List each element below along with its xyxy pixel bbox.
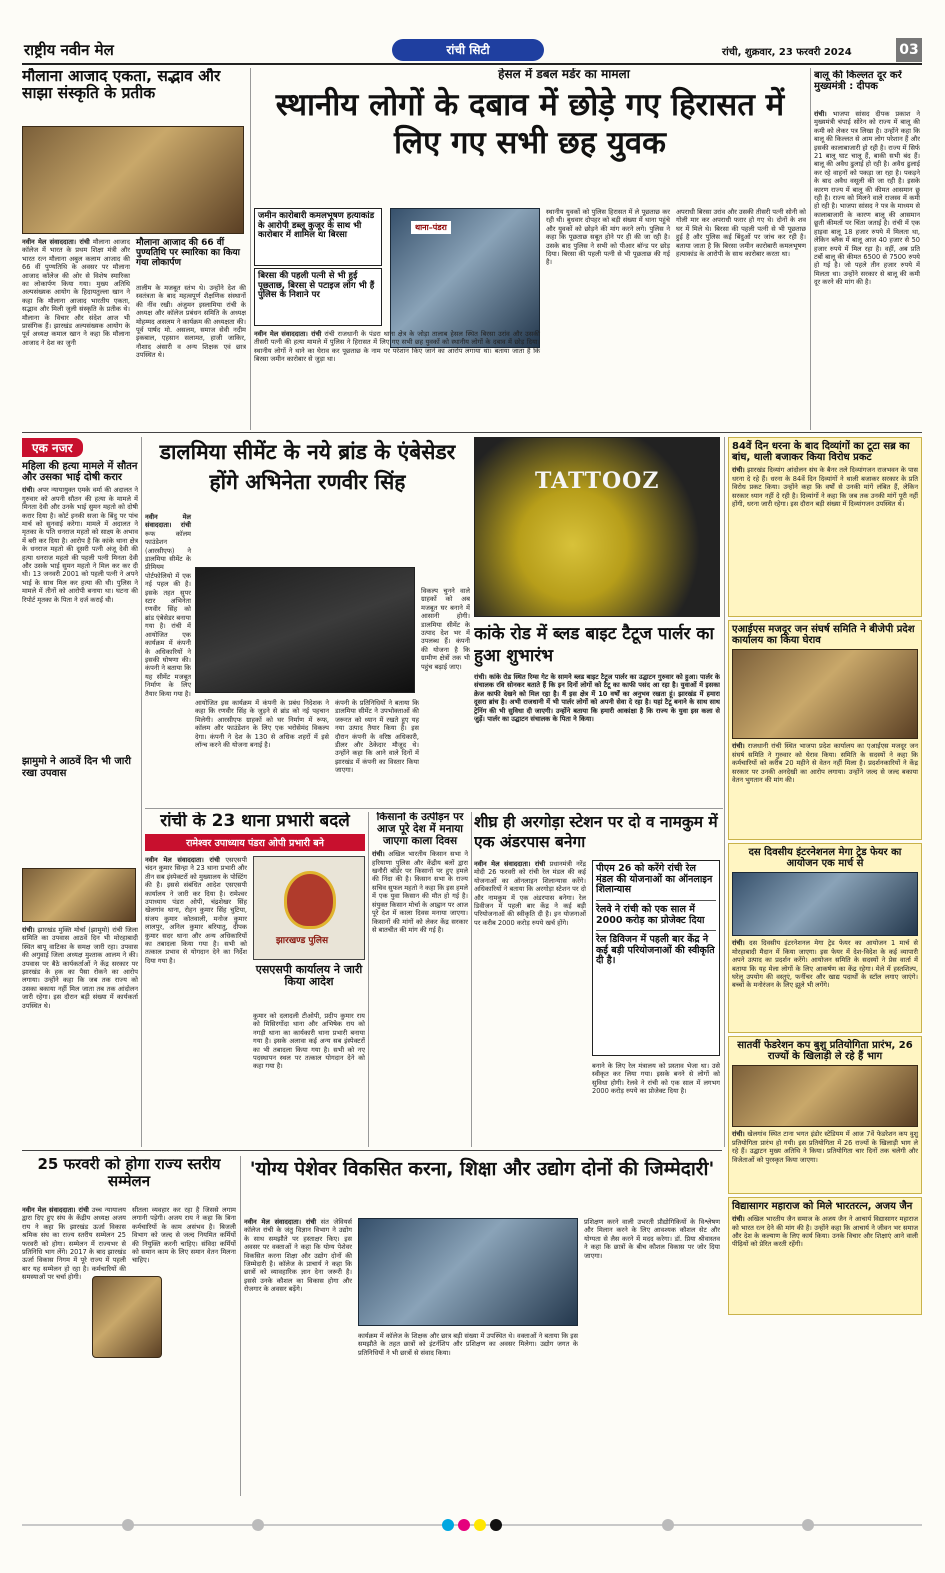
federation-headline: सातवीं फेडरेशन कप बुशु प्रतियोगिता प्रारंभ, 26 राज्यों के खिलाड़ी ले रहे हैं भाग (737, 1040, 913, 1063)
tattoo-photo (474, 437, 720, 617)
sammelan-body-2: सीतला व्यवहार कर रहा है जिससे लगाम लगानी पड़ेगी। अजय राय ने कहा कि बिना कर्मचारियों के काम असंभव है। बिजली विभाग को जल्द से जल्द नियमित कर्मियों की नियुक्ति करनी चाहिए। संविदा कर्मियों को समान काम के लिए समान वेतन मिलना चाहिए। (132, 1206, 236, 1265)
ek-najar-label: एक नजर (22, 438, 83, 457)
aidswa-photo (732, 649, 918, 739)
police-logo-text: झारखण्ड पुलिस (276, 936, 329, 946)
sammelan-article: 25 फरवरी को होगा राज्य स्तरीय सम्मेलन नवीन मेल संवाददाता। रांची उच्च न्यायालय द्वारा दिए हुए संघ के केंद्रीय अध्यक्ष अजय राय ने कहा कि झारखंड ऊर्जा विकास श्रमिक संघ का राज्य स्तरीय सम्मेलन 25 फरवरी को होगा। सम्मेलन में राज्यभर से प्रतिनिधि भाग लेंगे। 2017 के बाद झारखंड ऊर्जा विकास निगम में पूरे राज्य में पहली बार यह सम्मेलन हो रहा है। कर्मचारियों की समस्याओं पर चर्चा होगी। सीतला व्यवहार कर रहा है जिससे लगाम लगानी पड़ेगी। अजय राय ने कहा कि बिना कर्मचारियों के काम असंभव है। बिजली विभाग को जल्द से जल्द नियमित कर्मियों की नियुक्ति करनी चाहिए। संविदा कर्मियों को समान काम के लिए समान वेतन मिलना चाहिए। (22, 1156, 236, 1496)
azad-dateline: नवीन मेल संवाददाता। रांची (22, 238, 90, 246)
jmm-headline: झामुमो ने आठवें दिन भी जारी रखा उपवास (22, 756, 132, 779)
dalmia-article: डालमिया सीमेंट के नये ब्रांड के एंबेसेडर होंगे अभिनेता रणवीर सिंह नवीन मेल संवाददाता। रांची रूफ कॉलम फाउंडेशन (आरसीएफ) ने डालमिया सीमेंट के प्रीमियम पोर्टफोलियो में एक नई पहल की है। इसके तहत सुपर स्टार अभिनेता रणवीर सिंह को ब्रांड एंबेसेडर बनाया गया है। रांची में आयोजित एक कार्यक्रम में कंपनी के अधिकारियों ने इसकी घोषणा की। कंपनी ने बताया कि यह सीमेंट मजबूत निर्माण के लिए तैयार किया गया है। विकल्प चुनने वाले ग्राहकों को अब मजबूत घर बनाने में आसानी होगी। डालमिया सीमेंट के उत्पाद देश भर में उपलब्ध हैं। कंपनी की योजना है कि ग्रामीण क्षेत्रों तक भी पहुंच बढ़ाई जाए। आयोजित इस कार्यक्रम में कंपनी के प्रबंध निदेशक ने कहा कि रणवीर सिंह के जुड़ने से ब्रांड को नई पहचान मिलेगी। आरसीएफ ग्राहकों को घर निर्माण में रूफ, कॉलम और फाउंडेशन के लिए एक भरोसेमंद विकल्प देगा। कंपनी ने देश के 130 से अधिक शहरों में इसे लॉन्च करने की योजना बनाई है। कंपनी के प्रतिनिधियों ने बताया कि डालमिया सीमेंट ने उपभोक्ताओं की जरूरत को ध्यान में रखते हुए यह नया उत्पाद तैयार किया है। इस दौरान कंपनी के वरिष्ठ अधिकारी, डीलर और ठेकेदार मौजूद थे। उन्होंने कहा कि आने वाले दिनों में झारखंड में कंपनी का विस्तार किया जाएगा। (145, 437, 470, 807)
release-body-3: अपराधी बिरसा उरांव और उसकी तीसरी पत्नी सोनी को गोली मार कर अपराधी फरार हो गए थे। दोनों के शव घर में मिले थे। बिरसा की पहली पत्नी से भी पूछताछ हुई है और पुलिस कई बिंदुओं पर जांच कर रही है। बताया जाता है कि बिरसा जमीन कारोबारी कमलभूषण हत्याकांड के आरोपी के साथ कारोबार करता था। (676, 208, 806, 259)
release-article: हेसल में डबल मर्डर का मामला स्थानीय लोगों के दबाव में छोड़े गए हिरासत में लिए गए सभी छह युवक जमीन कारोबारी कमलभूषण हत्याकांड के आरोपी डब्लू कुजूर के साथ भी कारोबार में शामिल था बिरसा बिरसा की पहली पत्नी से भी हुई पूछताछ, बिरसा से पटाइज लोग भी हैं पुलिस के निशाने पर थाना–पंडरा नवीन मेल संवाददाता। रांची रांची राजधानी के पंडरा थाना क्षेत्र के जोड़ा तालाब हेसल स्थित बिरसा उरांव और उसकी तीसरी पत्नी की हत्या मामले में पुलिस ने हिरासत में लिए गए सभी छह युवकों को स्थानीय लोगों के दबाव में छोड़ दिया। स्थानीय लोगों ने थाने का घेराव कर पूछताछ के नाम पर परेशान किए जाने का आरोप लगाया था। बताया जाता है कि बिरसा जमीन कारोबार से जुड़ा था। स्थानीय युवकों को पुलिस हिरासत में ले पूछताछ कर रही थी। बुधवार दोपहर को बड़ी संख्या में थाना पहुंचे और युवकों को छोड़ने की मांग करने लगे। पुलिस ने कहा कि पूछताछ सबूत होने पर ही की जा रही है। उसके बाद पुलिस ने सभी को पीआर बॉन्ड पर छोड़ दिया। बिरसा की पहली पत्नी से भी पूछताछ की गई है। अपराधी बिरसा उरांव और उसकी तीसरी पत्नी सोनी को गोली मार कर अपराधी फरार हो गए थे। दोनों के शव घर में मिले थे। बिरसा की पहली पत्नी से भी पूछताछ हुई है और पुलिस कई बिंदुओं पर जांच कर रही है। बताया जाता है कि बिरसा जमीन कारोबारी कमलभूषण हत्याकांड के आरोपी के साथ कारोबार करता था। (254, 68, 806, 430)
thana-photo-caption: एसएसपी कार्यालय ने जारी किया आदेश (255, 963, 363, 989)
divyang-article: 84वें दिन धरना के बाद दिव्यांगों का टूटा सब्र का बांध, थाली बजाकर किया विरोध प्रकट रांची। झारखंड दिव्यांग आंदोलन संघ के बैनर तले दिव्यांगजन राजभवन के पास धरना दे रहे हैं। धरना के 84वें दिन दिव्यांगों ने थाली बजाकर सरकार के प्रति विरोध प्रकट किया। उन्होंने कहा कि वर्षों से उनकी मांगें लंबित हैं, लेकिन सरकार ध्यान नहीं दे रही है। दिव्यांगों ने कहा कि जब तक उनकी मांगें पूरी नहीं होंगी, धरना जारी रहेगा। इस दौरान बड़ी संख्या में दिव्यांगजन उपस्थित थे। (728, 437, 922, 617)
azad-article (22, 68, 246, 428)
vidyasagar-headline: विद्यासागर महाराज को मिले भारतरत्न, अजय जैन (732, 1201, 913, 1212)
sand-headline: बालू की किल्लत दूर करें मुख्यमंत्री : दीपक (814, 70, 902, 93)
release-body-2: स्थानीय युवकों को पुलिस हिरासत में ले पूछताछ कर रही थी। बुधवार दोपहर को बड़ी संख्या में थाना पहुंचे और युवकों को छोड़ने की मांग करने लगे। पुलिस ने कहा कि पूछताछ सबूत होने पर ही की जा रही है। उसके बाद पुलिस ने सभी को पीआर बॉन्ड पर छोड़ दिया। बिरसा की पहली पत्नी से भी पूछताछ की गई है। (546, 208, 670, 267)
tattoo-article (474, 437, 720, 805)
dalmia-body-4: विकल्प चुनने वाले ग्राहकों को अब मजबूत घर बनाने में आसानी होगी। डालमिया सीमेंट के उत्पाद देश भर में उपलब्ध हैं। कंपनी की योजना है कि ग्रामीण क्षेत्रों तक भी पहुंच बढ़ाई जाए। (421, 587, 470, 671)
vidyasagar-article: विद्यासागर महाराज को मिले भारतरत्न, अजय जैन रांची। अखिल भारतीय जैन समाज के अजय जैन ने आचार्य विद्यासागर महाराज को भारत रत्न देने की मांग की है। उन्होंने कहा कि आचार्य ने जीवन भर समाज और देश के कल्याण के लिए कार्य किया। उनके विचार और शिक्षाएं आने वाली पीढ़ियों को प्रेरित करती रहेंगी। (728, 1197, 922, 1315)
jmm-article: रांची। झारखंड मुक्ति मोर्चा (झामुमो) रांची जिला समिति का उपवास आठवें दिन भी मोरहाबादी स्थित बापू वाटिका के समक्ष जारी रहा। उपवास की अगुवाई जिला अध्यक्ष मुश्ताक आलम ने की। उपवास पर बैठे कार्यकर्ताओं ने केंद्र सरकार पर झारखंड के हक का पैसा रोकने का आरोप लगाया। उन्होंने कहा कि जब तक राज्य को उसका बकाया नहीं मिल जाता तब तक आंदोलन जारी रहेगा। इस दौरान बड़ी संख्या में कार्यकर्ता उपस्थित थे। (22, 926, 138, 1010)
divyang-headline: 84वें दिन धरना के बाद दिव्यांगों का टूटा सब्र का बांध, थाली बजाकर किया विरोध प्रकट (732, 441, 910, 464)
yogya-body: संत जेवियर्स कॉलेज रांची के जंतु विज्ञान विभाग ने उद्योग के साथ समझौते पर हस्ताक्षर किए। इस अवसर पर वक्ताओं ने कहा कि योग्य पेशेवर विकसित करना शिक्षा और उद्योग दोनों की जिम्मेदारी है। कॉलेज के प्राचार्य ने कहा कि छात्रों को व्यावहारिक ज्ञान देना जरूरी है। इससे उनके कौशल का विकास होगा और रोजगार के अवसर बढ़ेंगे। (244, 1218, 352, 1294)
footer-strip (22, 1518, 922, 1532)
thana-subbar: रामेश्वर उपाध्याय पंडरा ओपी प्रभारी बने (145, 834, 365, 851)
federation-body: खेलगांव स्थित टाना भगत इंडोर स्टेडियम में आज 7वें फेडरेशन कप वुशु प्रतियोगिता प्रारंभ हो गयी। इस प्रतियोगिता में 26 राज्यों के खिलाड़ी भाग ले रहे हैं। उद्घाटन मुख्य अतिथि ने किया। प्रतियोगिता चार दिनों तक चलेगी और विजेताओं को पुरस्कृत किया जाएगा। (732, 1130, 918, 1164)
jmm-body: झारखंड मुक्ति मोर्चा (झामुमो) रांची जिला समिति का उपवास आठवें दिन भी मोरहाबादी स्थित बापू वाटिका के समक्ष जारी रहा। उपवास की अगुवाई जिला अध्यक्ष मुश्ताक आलम ने की। उपवास पर बैठे कार्यकर्ताओं ने केंद्र सरकार पर झारखंड के हक का पैसा रोकने का आरोप लगाया। उन्होंने कहा कि जब तक राज्य को उसका बकाया नहीं मिल जाता तब तक आंदोलन जारी रहेगा। इस दौरान बड़ी संख्या में कार्यकर्ता उपस्थित थे। (22, 926, 138, 1010)
thana-sign: थाना–पंडरा (411, 221, 451, 234)
argora-headline: शीघ्र ही अरगोड़ा स्टेशन पर दो व नामकुम में एक अंडरपास बनेगा (474, 813, 718, 851)
vidyasagar-body: अखिल भारतीय जैन समाज के अजय जैन ने आचार्य विद्यासागर महाराज को भारत रत्न देने की मांग की है। उन्होंने कहा कि आचार्य ने जीवन भर समाज और देश के कल्याण के लिए कार्य किया। उनके विचार और शिक्षाएं आने वाली पीढ़ियों को प्रेरित करती रहेंगी। (732, 1215, 918, 1249)
dalmia-body-2: आयोजित इस कार्यक्रम में कंपनी के प्रबंध निदेशक ने कहा कि रणवीर सिंह के जुड़ने से ब्रांड को नई पहचान मिलेगी। आरसीएफ ग्राहकों को घर निर्माण में रूफ, कॉलम और फाउंडेशन के लिए एक भरोसेमंद विकल्प देगा। कंपनी ने देश के 130 से अधिक शहरों में इसे लॉन्च करने की योजना बनाई है। (195, 699, 329, 750)
sammelan-headline: 25 फरवरी को होगा राज्य स्तरीय सम्मेलन (37, 1156, 221, 1190)
release-box-2: बिरसा की पहली पत्नी से भी हुई पूछताछ, बिरसा से पटाइज लोग भी हैं पुलिस के निशाने पर (254, 268, 382, 326)
thana-headline: रांची के 23 थाना प्रभारी बदले (160, 812, 350, 831)
release-box-1: जमीन कारोबारी कमलभूषण हत्याकांड के आरोपी डब्लू कुजूर के साथ भी कारोबार में शामिल था बिरसा (254, 208, 382, 266)
trade-headline: दस दिवसीय इंटरनेशनल मेगा ट्रेड फेयर का आयोजन एक मार्च से (748, 847, 902, 870)
azad-body-1: मौलाना आजाद कॉलेज में भारत के प्रथम शिक्षा मंत्री और भारत रत्न मौलाना अबुल कलाम आजाद की 66 वीं पुण्यतिथि के अवसर पर मौलाना आजाद कॉलेज की ओर से विशेष स्मारिका का लोकार्पण किया गया। मुख्य अतिथि अल्पसंख्यक आयोग के हिदायतुल्ला खान ने कहा कि मौलाना आजाद भारतीय एकता, सद्भाव और मिली जुली संस्कृति के प्रतीक थे। मौलाना के विचार और संदेश आज भी प्रासंगिक हैं। झारखंड अल्पसंख्यक आयोग के पूर्व अध्यक्ष कमाल खान ने कहा कि मौलाना आजाद ने देश का जुनी (22, 238, 130, 347)
page-number: 03 (896, 38, 922, 62)
kisan-article: किसानों के उत्पीड़न पर आज पूरे देश में मनाया जाएगा काला दिवस रांची। अखिल भारतीय किसान सभा ने हरियाणा पुलिस और केंद्रीय बलों द्वारा खनौरी बॉर्डर पर किसानों पर हुए हमले की निंदा की है। किसान सभा के राज्य सचिव सुफल महतो ने कहा कि इस हमले में एक युवा किसान की मौत हो गई है। संयुक्त किसान मोर्चा के आह्वान पर आज पूरे देश में काला दिवस मनाया जाएगा। किसानों की मांगों को लेकर केंद्र सरकार से बातचीत की मांग की गई है। (372, 812, 468, 934)
argora-body-2: बनाने के लिए रेल मंत्रालय को प्रस्ताव भेजा था। उसे स्वीकृत कर लिया गया। इसके बनने से लोगों को सुविधा होगी। रेलवे ने रांची को एक साल में लगभग 2000 करोड़ रुपये का प्रोजेक्ट दिया है। (592, 1062, 720, 1096)
sammelan-body: उच्च न्यायालय द्वारा दिए हुए संघ के केंद्रीय अध्यक्ष अजय राय ने कहा कि झारखंड ऊर्जा विकास श्रमिक संघ का राज्य स्तरीय सम्मेलन 25 फरवरी को होगा। सम्मेलन में राज्यभर से प्रतिनिधि भाग लेंगे। 2017 के बाद झारखंड ऊर्जा विकास निगम में पूरे राज्य में पहली बार यह सम्मेलन हो रहा है। कर्मचारियों की समस्याओं पर चर्चा होगी। (22, 1206, 126, 1282)
thana-body-2: कुमार को दलादली टीओपी, प्रदीप कुमार राय को मिसिरगोंदा थाना और अभिषेक राय को नगड़ी थाना का कार्यकारी थाना प्रभारी बनाया गया है। इसके अलावा कई अन्य सब इंस्पेक्टरों का भी तबादला किया गया है। सभी को नए पदस्थापन स्थल पर तत्काल योगदान देने को कहा गया है। (253, 1012, 365, 1071)
azad-subhead: मौलाना आजाद की 66 वीं पुण्यतिथि पर स्मारिका का किया गया लोकार्पण (136, 238, 240, 269)
dalmia-body-3: कंपनी के प्रतिनिधियों ने बताया कि डालमिया सीमेंट ने उपभोक्ताओं की जरूरत को ध्यान में रखते हुए यह नया उत्पाद तैयार किया है। इस दौरान कंपनी के वरिष्ठ अधिकारी, डीलर और ठेकेदार मौजूद थे। उन्होंने कहा कि आने वाले दिनों में झारखंड में कंपनी का विस्तार किया जाएगा। (335, 699, 419, 775)
ek-najar-headline: महिला की हत्या मामले में सौतन और उसका भाई दोषी करार (22, 461, 138, 484)
trade-photo (732, 872, 918, 936)
dalmia-headline: डालमिया सीमेंट के नये ब्रांड के एंबेसेडर होंगे अभिनेता रणवीर सिंह (159, 440, 456, 494)
thana-body: एसएसपी चंदन कुमार सिन्हा ने 23 थाना प्रभारी और तीन सब इंस्पेक्टरों को मुख्यालय के पोस्टिंग की है। इससे संबंधित आदेश एसएसपी कार्यालय ने जारी कर दिया है। रामेश्वर उपाध्याय पंडरा ओपी, चंद्रशेखर सिंह खेलगांव थाना, रोहन कुमार सिंह चुटिया, संजय कुमार कोतवाली, मनोज कुमार लालपुर, अनिल कुमार बरियातु, दीपक कुमार सदर थाना और अन्य अधिकारियों का तबादला किया गया है। सभी को तत्काल प्रभाव से योगदान देने का निर्देश दिया गया है। (145, 856, 247, 965)
aidswa-article: एआईएस मजदूर जन संघर्ष समिति ने बीजेपी प्रदेश कार्यालय का किया घेराव रांची। राजधानी रांची स्थित भाजपा प्रदेश कार्यालय का एआईएस मजदूर जन संघर्ष समिति ने गुरुवार को घेराव किया। समिति के सदस्यों ने कहा कि कर्मचारियों को करीब 20 महीने से वेतन नहीं मिला है। प्रदर्शनकारियों ने केंद्र सरकार पर उनकी अनदेखी का आरोप लगाया। उन्होंने जल्द से जल्द बकाया वेतन भुगतान की मांग की। (728, 620, 922, 840)
kisan-headline: किसानों के उत्पीड़न पर आज पूरे देश में मनाया जाएगा काला दिवस (376, 812, 464, 847)
yogya-body-2: कार्यक्रम में कॉलेज के शिक्षक और छात्र बड़ी संख्या में उपस्थित थे। वक्ताओं ने बताया कि इस समझौते के तहत छात्रों को इंटर्नशिप और प्रशिक्षण का अवसर मिलेगा। उद्योग जगत के प्रतिनिधियों ने भी छात्रों से संवाद किया। (358, 1332, 578, 1357)
tattoo-headline: कांके रोड में ब्लड बाइट टैटूज पार्लर का हुआ शुभारंभ (474, 624, 714, 666)
azad-body-2: तालीम के मजबूत स्तंभ थे। उन्होंने देश की स्वतंत्रता के बाद महत्वपूर्ण शैक्षणिक संस्थानों की नींव रखी। अंजुमन इस्लामिया रांची के अध्यक्ष और कॉलेज प्रबंधन समिति के अध्यक्ष मोहम्मद असलम ने कार्यक्रम की अध्यक्षता की। पूर्व पार्षद मो. असलम, समाज सेवी नदीम इकबाल, एहसान सलामत, हाजी जाकिर, नौशाद अंसारी व अन्य शिक्षक एवं छात्र उपस्थित थे। (136, 284, 246, 360)
yogya-headline: 'योग्य पेशेवर विकसित करना, शिक्षा और उद्योग दोनों की जिम्मेदारी' (249, 1158, 715, 1180)
trade-body: दस दिवसीय इंटरनेशनल मेगा ट्रेड फेयर का आयोजन 1 मार्च से मोरहाबादी मैदान में किया जाएगा। इस फेयर में देश-विदेश के कई व्यापारी अपने उत्पाद का प्रदर्शन करेंगे। आयोजन समिति के सदस्यों ने प्रेस वार्ता में बताया कि यह मेला लोगों के लिए आकर्षण का केंद्र रहेगा। मेले में हस्तशिल्प, घरेलू उपयोग की वस्तुएं, फर्नीचर और खाद्य पदार्थों के स्टॉल लगाए जाएंगे। बच्चों के मनोरंजन के लिए झूले भी लगेंगे। (732, 939, 918, 990)
release-body-1: रांची राजधानी के पंडरा थाना क्षेत्र के जोड़ा तालाब हेसल स्थित बिरसा उरांव और उसकी तीसरी पत्नी की हत्या मामले में पुलिस ने हिरासत में लिए गए सभी छह युवकों को स्थानीय लोगों के दबाव में छोड़ दिया। स्थानीय लोगों ने थाने का घेराव कर पूछताछ के नाम पर परेशान किए जाने का आरोप लगाया था। बताया जाता है कि बिरसा जमीन कारोबार से जुड़ा था। (254, 330, 540, 364)
tattoo-body: रांची। कांके रोड स्थित रिम्स गेट के सामने ब्लड बाइट टैटूज पार्लर का उद्घाटन गुरुवार को हुआ। पार्लर के संचालक रवि सोनकर बताते हैं कि इन दिनों लोगों को टैटू का काफी पसंद आ रहा है। युवाओं में इसका क्रेज काफी देखने को मिल रहा है। मैं इस क्षेत्र में 10 वर्षों का अनुभव रखता हूं। झारखंड में हमारा दूसरा ब्रांच है। अभी राजधानी में भी पार्लर लोगों को अपनी सेवा दे रहा है। यहां टैटू बनाने के साथ साथ ट्रेनिंग की भी सुविधा दी जाएगी। उन्होंने बताया कि हमारी आकांक्षा है कि राज्य के युवा इस कला से जुड़ें। पार्लर का उद्घाटन संचालक के पिता ने किया। (474, 673, 720, 724)
release-photo (390, 208, 540, 348)
azad-photo (22, 126, 244, 234)
federation-article: सातवीं फेडरेशन कप बुशु प्रतियोगिता प्रारंभ, 26 राज्यों के खिलाड़ी ले रहे हैं भाग रांची। खेलगांव स्थित टाना भगत इंडोर स्टेडियम में आज 7वें फेडरेशन कप वुशु प्रतियोगिता प्रारंभ हो गयी। इस प्रतियोगिता में 26 राज्यों के खिलाड़ी भाग ले रहे हैं। उद्घाटन मुख्य अतिथि ने किया। प्रतियोगिता चार दिनों तक चलेगी और विजेताओं को पुरस्कृत किया जाएगा। (728, 1036, 922, 1194)
sand-body: भाजपा सांसद दीपक प्रकाश ने मुख्यमंत्री चंपाई सोरेन को राज्य में बालू की कमी को लेकर पत्र लिखा है। उन्होंने कहा कि बालू की किल्लत से आम लोग परेशान हैं और इसकी कालाबाजारी हो रही है। राज्य में सिर्फ 21 बालू घाट चालू हैं, बाकी सभी बंद हैं। बालू की अवैध ढुलाई हो रही है। अवैध ढुलाई कर रहे वाहनों को पकड़ा जा रहा है। पकड़ने के बाद अवैध वसूली की जा रही है। इसके कारण राज्य में बालू की कीमत आसमान छू रही है। राज्य को मिलने वाले राजस्व में कमी हो रही है। भाजपा सांसद ने पत्र के माध्यम से कालाबाजारी के कारण बालू की आसमान छूती कीमतों पर चिंता जताई है। रांची में एक हाइवा बालू 18 हजार रुपये में मिलता था, लेकिन ब्लैक में बालू आज 40 हजार से 50 हजार रुपये में मिल रहा है। वहीं, अब प्रति टर्बो बालू की कीमत 6500 से 7500 रुपये हो गई है। जो पहले तीन हजार रुपये में मिलता था। उन्होंने सरकार से बालू की कमी दूर करने की मांग की है। (814, 110, 920, 287)
ek-najar-column: एक नजर महिला की हत्या मामले में सौतन और उसका भाई दोषी करार रांची। अपर न्यायायुक्त एमके वर्मा की अदालत ने गुरुवार को अपनी सौतन की हत्या के मामले में मिनता देवी और उनके भाई सुमन महतो को दोषी करार दिया है। कोर्ट इनकी सजा के बिंदु पर पांच मार्च को सुनवाई करेगा। मामले में अदालत ने मृतका के पति धनराज महतो को साक्ष्य के अभाव में बरी कर दिया है। आरोप है कि कांके थाना क्षेत्र के धनराज महतो की दूसरी पत्नी अंजू देवी की हत्या धनराज महतो की पहली पत्नी मिनता देवी और उसके भाई सुमन महतो ने मिल कर कर दी थी। 13 जनवरी 2001 को पहली पत्नी ने अपने भाई के साथ मिल कर हत्या की थी। पुलिस ने मामले में तीनों को आरोपी बनाया था। घटना की रिपोर्ट मृतका के पिता ने दर्ज कराई थी। झामुमो ने आठवें दिन भी जारी रखा उपवास (22, 437, 138, 847)
aidswa-body: राजधानी रांची स्थित भाजपा प्रदेश कार्यालय का एआईएस मजदूर जन संघर्ष समिति ने गुरुवार को घेराव किया। समिति के सदस्यों ने कहा कि कर्मचारियों को करीब 20 महीने से वेतन नहीं मिला है। प्रदर्शनकारियों ने केंद्र सरकार पर उनकी अनदेखी का आरोप लगाया। उन्होंने जल्द से जल्द बकाया वेतन भुगतान की मांग की। (732, 742, 918, 784)
thana-article: रांची के 23 थाना प्रभारी बदले रामेश्वर उपाध्याय पंडरा ओपी प्रभारी बने नवीन मेल संवाददाता। रांची एसएसपी चंदन कुमार सिन्हा ने 23 थाना प्रभारी और तीन सब इंस्पेक्टरों को मुख्यालय के पोस्टिंग की है। इससे संबंधित आदेश एसएसपी कार्यालय ने जारी कर दिया है। रामेश्वर उपाध्याय पंडरा ओपी, चंद्रशेखर सिंह खेलगांव थाना, रोहन कुमार सिंह चुटिया, संजय कुमार कोतवाली, मनोज कुमार लालपुर, अनिल कुमार बरियातु, दीपक कुमार सदर थाना और अन्य अधिकारियों का तबादला किया गया है। सभी को तत्काल प्रभाव से योगदान देने का निर्देश दिया गया है। झारखण्ड पुलिस एसएसपी कार्यालय ने जारी किया आदेश कुमार को दलादली टीओपी, प्रदीप कुमार राय को मिसिरगोंदा थाना और अभिषेक राय को नगड़ी थाना का कार्यकारी थाना प्रभारी बनाया गया है। इसके अलावा कई अन्य सब इंस्पेक्टरों का भी तबादला किया गया है। सभी को नए पदस्थापन स्थल पर तत्काल योगदान देने को कहा गया है। (145, 812, 365, 1147)
section-label: रांची सिटी (392, 39, 544, 61)
masthead (22, 38, 922, 62)
dateline-header: रांची, शुक्रवार, 23 फरवरी 2024 (722, 47, 852, 58)
divyang-body: झारखंड दिव्यांग आंदोलन संघ के बैनर तले दिव्यांगजन राजभवन के पास धरना दे रहे हैं। धरना के 84वें दिन दिव्यांगों ने थाली बजाकर सरकार के प्रति विरोध प्रकट किया। उन्होंने कहा कि वर्षों से उनकी मांगें लंबित हैं, लेकिन सरकार ध्यान नहीं दे रही है। दिव्यांगों ने कहा कि जब तक उनकी मांगें पूरी नहीं होंगी, धरना जारी रहेगा। इस दौरान बड़ी संख्या में दिव्यांगजन उपस्थित थे। (732, 466, 918, 508)
argora-box: पीएम 26 को करेंगे रांची रेल मंडल की योजनाओं का ऑनलाइन शिलान्यास रेलवे ने रांची को एक साल में 2000 करोड़ का प्रोजेक्ट दिया रेल डिविजन में पहली बार केंद्र ने कई बड़ी परियोजनाओं की स्वीकृति दी है। (592, 860, 720, 1056)
aidswa-headline: एआईएस मजदूर जन संघर्ष समिति ने बीजेपी प्रदेश कार्यालय का किया घेराव (732, 624, 915, 647)
trade-article: दस दिवसीय इंटरनेशनल मेगा ट्रेड फेयर का आयोजन एक मार्च से रांची। दस दिवसीय इंटरनेशनल मेगा ट्रेड फेयर का आयोजन 1 मार्च से मोरहाबादी मैदान में किया जाएगा। इस फेयर में देश-विदेश के कई व्यापारी अपने उत्पाद का प्रदर्शन करेंगे। आयोजन समिति के सदस्यों ने प्रेस वार्ता में बताया कि यह मेला लोगों के लिए आकर्षण का केंद्र रहेगा। मेले में हस्तशिल्प, घरेलू उपयोग की वस्तुएं, फर्नीचर और खाद्य पदार्थों के स्टॉल लगाए जाएंगे। बच्चों के मनोरंजन के लिए झूले भी लगेंगे। (728, 843, 922, 1033)
sand-article: बालू की किल्लत दूर करें मुख्यमंत्री : दीपक रांची। भाजपा सांसद दीपक प्रकाश ने मुख्यमंत्री चंपाई सोरेन को राज्य में बालू की कमी को लेकर पत्र लिखा है। उन्होंने कहा कि बालू की किल्लत से आम लोग परेशान हैं और इसकी कालाबाजारी हो रही है। राज्य में सिर्फ 21 बालू घाट चालू हैं, बाकी सभी बंद हैं। बालू की अवैध ढुलाई हो रही है। अवैध ढुलाई कर रहे वाहनों को पकड़ा जा रहा है। पकड़ने के बाद अवैध वसूली की जा रही है। इसके कारण राज्य में बालू की कीमत आसमान छू रही है। राज्य को मिलने वाले राजस्व में कमी हो रही है। भाजपा सांसद ने पत्र के माध्यम से कालाबाजारी के कारण बालू की आसमान छूती कीमतों पर चिंता जताई है। रांची में एक हाइवा बालू 18 हजार रुपये में मिलता था, लेकिन ब्लैक में बालू आज 40 हजार से 50 हजार रुपये में मिल रहा है। वहीं, अब प्रति टर्बो बालू की कीमत 6500 से 7500 रुपये हो गई है। जो पहले तीन हजार रुपये में मिलता था। उन्होंने सरकार से बालू की कमी दूर करने की मांग की है। (814, 70, 920, 287)
dalmia-body-1: रूफ कॉलम फाउंडेशन (आरसीएफ) ने डालमिया सीमेंट के प्रीमियम पोर्टफोलियो में एक नई पहल की है। इसके तहत सुपर स्टार अभिनेता रणवीर सिंह को ब्रांड एंबेसेडर बनाया गया है। रांची में आयोजित एक कार्यक्रम में कंपनी के अधिकारियों ने इसकी घोषणा की। कंपनी ने बताया कि यह सीमेंट मजबूत निर्माण के लिए तैयार किया गया है। (145, 529, 191, 698)
release-headline: स्थानीय लोगों के दबाव में छोड़े गए हिरासत में लिए गए सभी छह युवक (275, 87, 785, 161)
azad-headline: मौलाना आजाद एकता, सद्भाव और साझा संस्कृति के प्रतीक (22, 68, 221, 103)
jmm-photo (22, 868, 136, 922)
release-kicker: हेसल में डबल मर्डर का मामला (498, 68, 630, 81)
tattoo-shop-sign: TATTOOZ (535, 468, 660, 494)
ek-najar-body: अपर न्यायायुक्त एमके वर्मा की अदालत ने गुरुवार को अपनी सौतन की हत्या के मामले में मिनता देवी और उनके भाई सुमन महतो को दोषी करार दिया है। कोर्ट इनकी सजा के बिंदु पर पांच मार्च को सुनवाई करेगा। मामले में अदालत ने मृतका के पति धनराज महतो को साक्ष्य के अभाव में बरी कर दिया है। आरोप है कि कांके थाना क्षेत्र के धनराज महतो की दूसरी पत्नी अंजू देवी की हत्या धनराज महतो की पहली पत्नी मिनता देवी और उसके भाई सुमन महतो ने मिल कर कर दी थी। 13 जनवरी 2001 को पहली पत्नी ने अपने भाई के साथ मिल कर हत्या की थी। पुलिस ने मामले में तीनों को आरोपी बनाया था। घटना की रिपोर्ट मृतका के पिता ने दर्ज कराई थी। (22, 486, 138, 604)
argora-article: शीघ्र ही अरगोड़ा स्टेशन पर दो व नामकुम में एक अंडरपास बनेगा नवीन मेल संवाददाता। रांची प्रधानमंत्री नरेंद्र मोदी 26 फरवरी को रांची रेल मंडल की कई योजनाओं का ऑनलाइन शिलान्यास करेंगे। अधिकारियों ने बताया कि अरगोड़ा स्टेशन पर दो और नामकुम में एक अंडरपास बनेगा। रेल डिवीजन में पहली बार केंद्र ने कई बड़ी परियोजनाओं की स्वीकृति दी है। इन योजनाओं पर करीब 2000 करोड़ रुपये खर्च होंगे। पीएम 26 को करेंगे रांची रेल मंडल की योजनाओं का ऑनलाइन शिलान्यास रेलवे ने रांची को एक साल में 2000 करोड़ का प्रोजेक्ट दिया रेल डिविजन में पहली बार केंद्र ने कई बड़ी परियोजनाओं की स्वीकृति दी है। बनाने के लिए रेल मंत्रालय को प्रस्ताव भेजा था। उसे स्वीकृत कर लिया गया। इसके बनने से लोगों को सुविधा होगी। रेलवे ने रांची को एक साल में लगभग 2000 करोड़ रुपये का प्रोजेक्ट दिया है। (474, 812, 720, 1147)
argora-body: प्रधानमंत्री नरेंद्र मोदी 26 फरवरी को रांची रेल मंडल की कई योजनाओं का ऑनलाइन शिलान्यास करेंगे। अधिकारियों ने बताया कि अरगोड़ा स्टेशन पर दो और नामकुम में एक अंडरपास बनेगा। रेल डिवीजन में पहली बार केंद्र ने कई बड़ी परियोजनाओं की स्वीकृति दी है। इन योजनाओं पर करीब 2000 करोड़ रुपये खर्च होंगे। (474, 860, 586, 927)
federation-photo (732, 1065, 918, 1127)
thana-photo (253, 856, 365, 960)
kisan-body: अखिल भारतीय किसान सभा ने हरियाणा पुलिस और केंद्रीय बलों द्वारा खनौरी बॉर्डर पर किसानों पर हुए हमले की निंदा की है। किसान सभा के राज्य सचिव सुफल महतो ने कहा कि इस हमले में एक युवा किसान की मौत हो गई है। संयुक्त किसान मोर्चा के आह्वान पर आज पूरे देश में काला दिवस मनाया जाएगा। किसानों की मांगों को लेकर केंद्र सरकार से बातचीत की मांग की गई है। (372, 850, 468, 934)
yogya-article: 'योग्य पेशेवर विकसित करना, शिक्षा और उद्योग दोनों की जिम्मेदारी' नवीन मेल संवाददाता। रांची संत जेवियर्स कॉलेज रांची के जंतु विज्ञान विभाग ने उद्योग के साथ समझौते पर हस्ताक्षर किए। इस अवसर पर वक्ताओं ने कहा कि योग्य पेशेवर विकसित करना शिक्षा और उद्योग दोनों की जिम्मेदारी है। कॉलेज के प्राचार्य ने कहा कि छात्रों को व्यावहारिक ज्ञान देना जरूरी है। इससे उनके कौशल का विकास होगा और रोजगार के अवसर बढ़ेंगे। कार्यक्रम में कॉलेज के शिक्षक और छात्र बड़ी संख्या में उपस्थित थे। वक्ताओं ने बताया कि इस समझौते के तहत छात्रों को इंटर्नशिप और प्रशिक्षण का अवसर मिलेगा। उद्योग जगत के प्रतिनिधियों ने भी छात्रों से संवाद किया। प्रशिक्षण करने वाली उभरती प्रौद्योगिकियों के विश्लेषण और मिलान करने के लिए आवश्यक कौशल सेट और योग्यता से लैस करने में मदद करेगा। डॉ. प्रिया श्रीवास्तव ने कहा कि छात्रों के बीच कौशल विकास पर जोर दिया जाएगा। (244, 1156, 720, 1496)
paper-name: राष्ट्रीय नवीन मेल (24, 41, 114, 59)
dalmia-photo (195, 567, 415, 693)
yogya-body-3: प्रशिक्षण करने वाली उभरती प्रौद्योगिकियों के विश्लेषण और मिलान करने के लिए आवश्यक कौशल सेट और योग्यता से लैस करने में मदद करेगा। डॉ. प्रिया श्रीवास्तव ने कहा कि छात्रों के बीच कौशल विकास पर जोर दिया जाएगा। (584, 1218, 720, 1260)
yogya-photo (358, 1218, 578, 1326)
